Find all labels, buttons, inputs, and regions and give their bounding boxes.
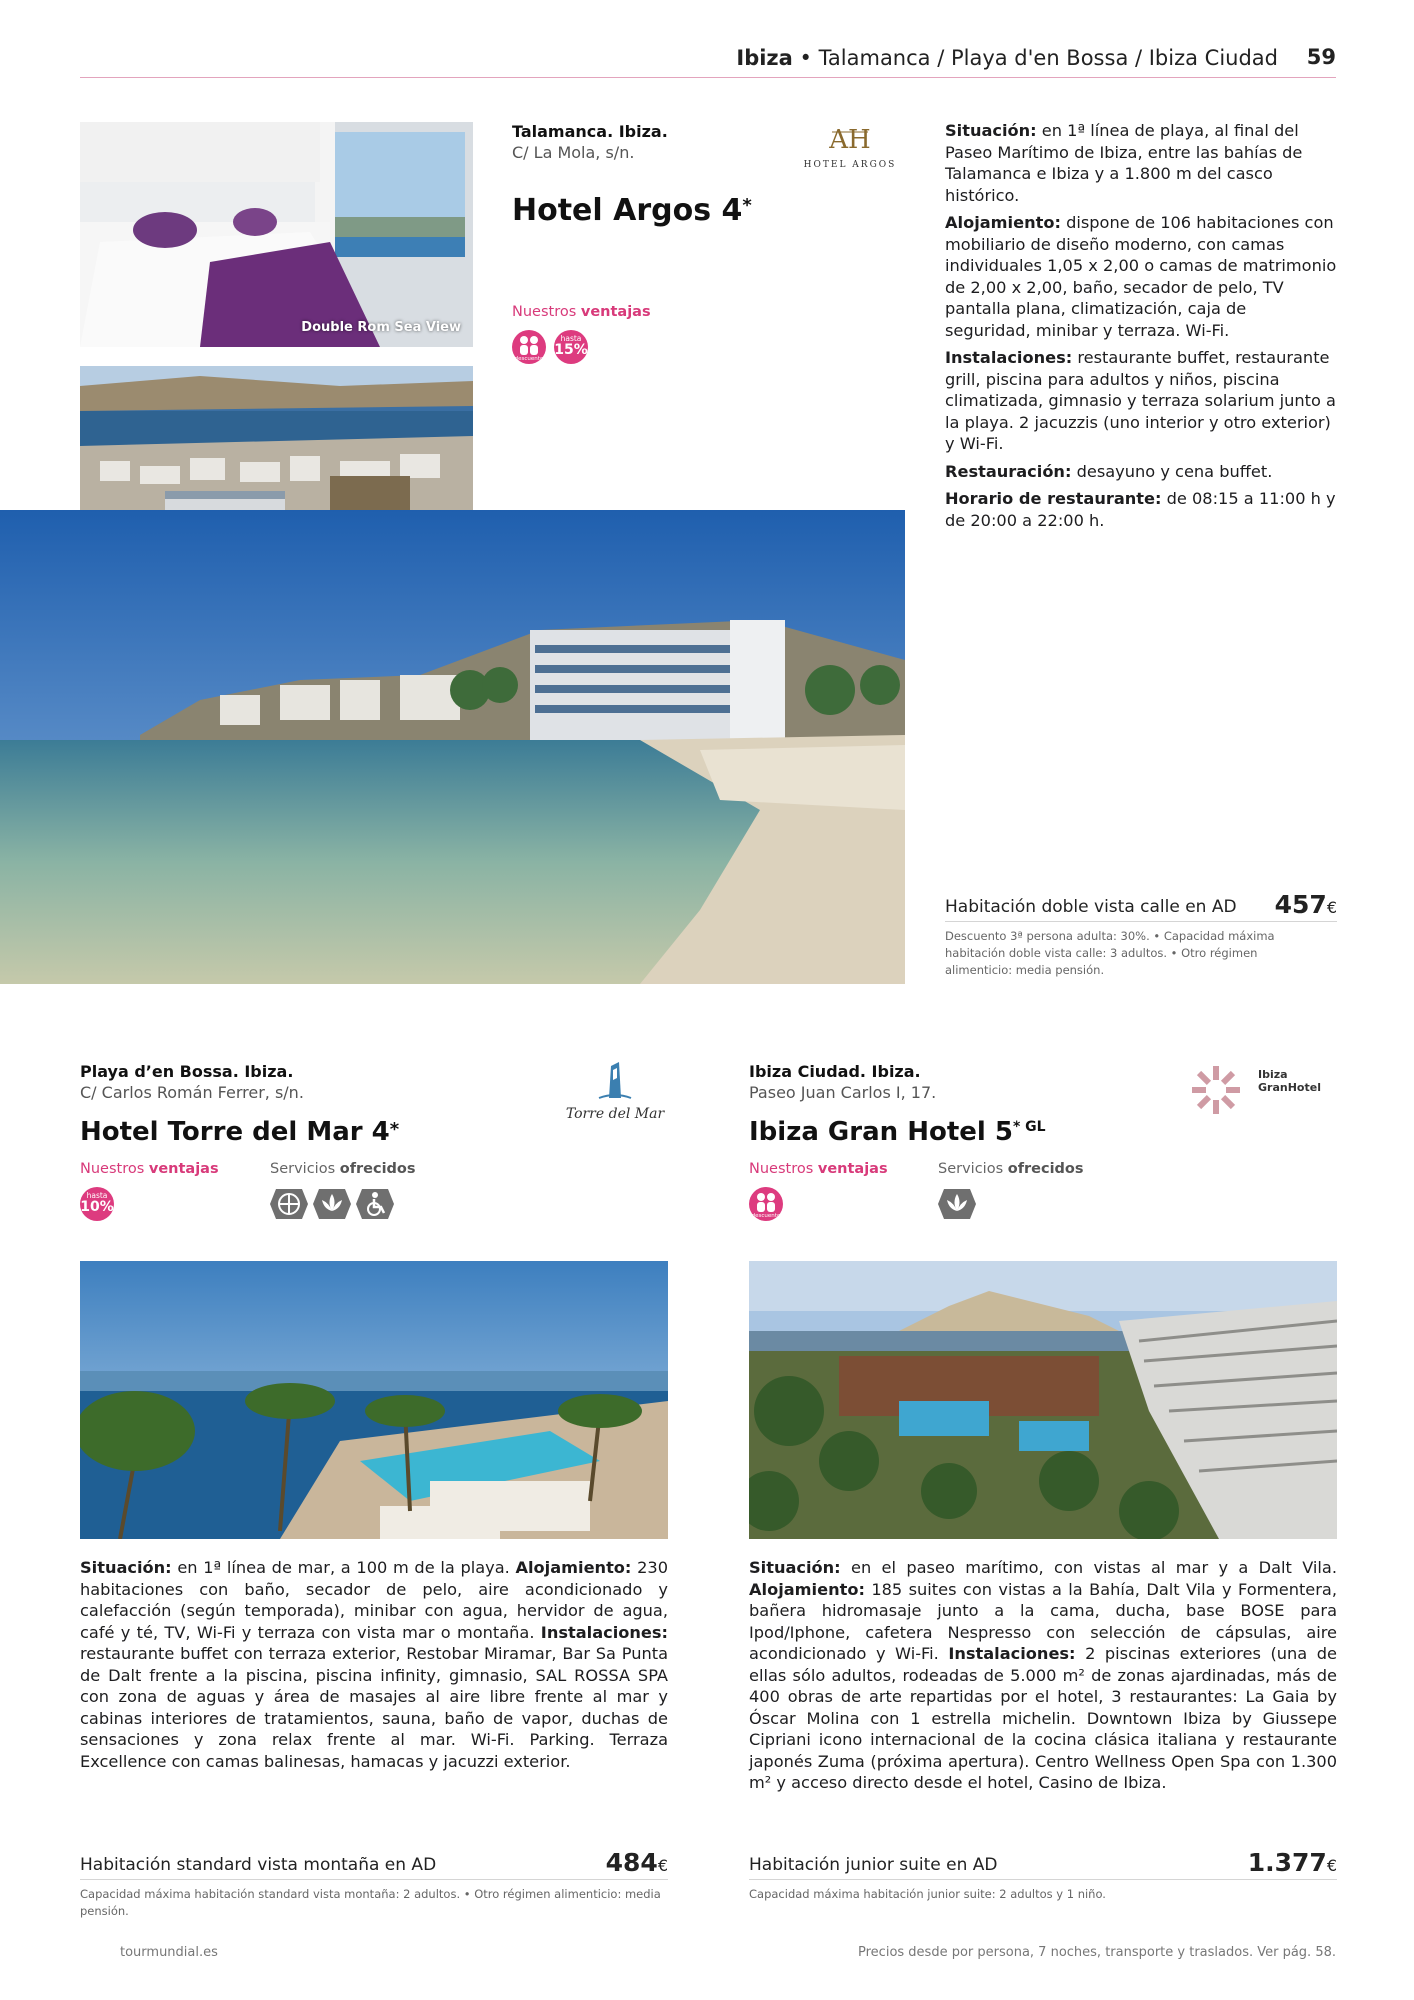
gran-price-value: [1248, 1848, 1337, 1877]
gran-address: Paseo Juan Carlos I, 17.: [749, 1083, 937, 1102]
torre-price-note: Capacidad máxima habitación standard vista montaña: 2 adultos. • Otro régimen alimenticio: media pensión.: [80, 1887, 661, 1918]
gran-stars: * GL: [1012, 1119, 1046, 1135]
gran-desc-alojamiento-text: 185 suites con vistas a la Bahía, Dalt Vila y Formentera, bañera hidromasaje junto a la cama, ducha, base BOSE para Ipod/Iphone, cafetera Nespresso con selección de cápsulas, aire acondicionado y Wi-Fi.: [749, 1579, 1337, 1663]
argos-price-value: [1275, 890, 1337, 919]
argos-ventajas-label: [512, 304, 651, 320]
spa-lotus-icon: [938, 1185, 976, 1223]
gran-photo: [749, 1261, 1337, 1539]
argos-stars: *: [742, 195, 752, 216]
wifi-icon: [270, 1185, 308, 1223]
torre-desc-alojamiento-label: Alojamiento:: [515, 1558, 632, 1577]
percent-badge-icon: [80, 1187, 114, 1221]
argos-price-note: Descuento 3ª persona adulta: 30%. • Capacidad máxima habitación doble vista calle: 3 adultos. • Otro régimen alimenticio: media pensión.: [945, 929, 1275, 977]
accessibility-icon: [356, 1185, 394, 1223]
gran-desc-alojamiento-label: Alojamiento:: [749, 1579, 865, 1599]
argos-desc-horario: [945, 488, 1337, 531]
argos-desc-alojamiento: [945, 212, 1337, 341]
torre-price-row: [80, 1848, 668, 1880]
torre-servicios-bold: ofrecidos: [339, 1161, 416, 1177]
torre-servicios-label: [270, 1161, 416, 1177]
percent-badge-icon: [554, 330, 588, 364]
gran-name-text: Ibiza Gran Hotel 5: [749, 1117, 1013, 1147]
gran-price-currency: €: [1326, 1856, 1337, 1875]
gran-price-row: [749, 1848, 1337, 1880]
gran-desc-situacion-text: en el paseo marítimo, con vistas al mar y a Dalt Vila.: [840, 1558, 1337, 1577]
gran-location: Ibiza Ciudad. Ibiza.: [749, 1062, 921, 1081]
gran-logo-text: [1258, 1068, 1321, 1094]
argos-badge-2-main: 15%: [554, 342, 588, 358]
argos-badge-1-main: descuento: [514, 356, 544, 362]
gran-price-label: Habitación junior suite en AD: [749, 1855, 998, 1875]
gran-servicios-label: [938, 1161, 1084, 1177]
gran-desc-instalaciones-label: Instalaciones:: [948, 1644, 1076, 1663]
argos-price-amount: 457: [1274, 890, 1327, 919]
torre-desc-situacion-text: en 1ª línea de mar, a 100 m de la playa.: [171, 1558, 516, 1577]
argos-desc-instalaciones-text: restaurante buffet, restaurante grill, piscina para adultos y niños, piscina climatizada, gimnasio y terraza solarium junto a la playa. 2 jacuzzis (uno interior y otro exterior) y Wi-Fi.: [945, 348, 1336, 453]
argos-hotel-name: [512, 193, 752, 228]
argos-desc-alojamiento-text: dispone de 106 habitaciones con mobiliario de diseño moderno, con camas individuales 1,05 x 2,00 o camas de matrimonio de 2,00 x 2,00, baño, secador de pelo, TV pantalla plana, climatización, caja de seguridad, minibar y terraza. Wi-Fi.: [945, 213, 1337, 340]
argos-price-row: [945, 890, 1337, 922]
torre-badge-top: hasta: [86, 1191, 108, 1200]
family-discount-icon: [512, 330, 546, 364]
torre-desc-alojamiento-text: 230 habitaciones con baño, secador de pelo, aire acondicionado y calefacción (según temporada), minibar con agua, hervidor de agua, café y té, TV, Wi-Fi y terraza con vista mar o montaña.: [80, 1558, 668, 1642]
argos-logo-text: HOTEL ARGOS: [803, 160, 897, 170]
gran-price-note: Capacidad máxima habitación junior suite: 2 adultos y 1 niño.: [749, 1887, 1106, 1901]
gran-ventajas-prefix: Nuestros: [749, 1161, 818, 1177]
argos-logo-mark-icon: [790, 118, 910, 158]
gran-description: [749, 1557, 1337, 1794]
argos-price-label: Habitación doble vista calle en AD: [945, 897, 1237, 917]
gran-ventajas-bold: ventajas: [817, 1161, 888, 1177]
gran-servicios-prefix: Servicios: [938, 1161, 1008, 1177]
torre-info: [80, 1062, 480, 1102]
gran-info: [749, 1062, 1149, 1102]
gran-servicios-bold: ofrecidos: [1007, 1161, 1084, 1177]
gran-price-amount: 1.377: [1247, 1848, 1327, 1877]
argos-desc-situacion: [945, 120, 1337, 206]
gran-ventajas-label: [749, 1161, 888, 1177]
argos-badge-2-top: hasta: [560, 334, 582, 343]
argos-logo: [790, 118, 910, 178]
argos-price-currency: €: [1326, 898, 1337, 917]
torre-price-value: [606, 1848, 668, 1877]
torre-price-label: Habitación standard vista montaña en AD: [80, 1855, 437, 1875]
torre-hotel-name: [80, 1117, 399, 1147]
torre-location: Playa d’en Bossa. Ibiza.: [80, 1062, 294, 1081]
spa-lotus-icon: [313, 1185, 351, 1223]
torre-desc-instalaciones-label: Instalaciones:: [540, 1622, 668, 1642]
torre-price-currency: €: [657, 1856, 668, 1875]
argos-desc-instalaciones: [945, 347, 1337, 455]
argos-desc-restauracion: [945, 461, 1337, 483]
gran-logo-text-1: Ibiza: [1258, 1068, 1288, 1081]
footer-note: Precios desde por persona, 7 noches, transporte y traslados. Ver pág. 58.: [858, 1945, 1336, 1960]
torre-desc-situacion-label: Situación:: [80, 1558, 172, 1577]
torre-ventajas-prefix: Nuestros: [80, 1161, 149, 1177]
torre-logo-tower-icon: [595, 1058, 635, 1102]
torre-name-text: Hotel Torre del Mar 4: [80, 1117, 390, 1147]
page-header: [80, 42, 1336, 78]
argos-photo-caption: Double Rom Sea View: [301, 320, 461, 335]
torre-ventajas-label: [80, 1161, 219, 1177]
gran-desc-instalaciones-text: 2 piscinas exteriores (una de ellas sólo adultos, rodeadas de 5.000 m² de zonas ajardinadas, más de 400 obras de arte repartidas por el hotel, 3 restaurantes: La Gaia by Óscar Molina con 1 estrella michelin. Downtown Ibiza by Giussepe Cipriani icono internacional de la cocina clásica italiana y restaurante japonés Zuma (próxima apertura). Centro Wellness Open Spa con 1.300 m² y acceso directo desde el hotel, Casino de Ibiza.: [749, 1644, 1337, 1792]
argos-name-text: Hotel Argos 4: [512, 193, 743, 228]
gran-logo-text-2: GranHotel: [1258, 1081, 1321, 1094]
argos-desc-instalaciones-label: Instalaciones:: [945, 348, 1073, 367]
argos-desc-horario-text: de 08:15 a 11:00 h y de 20:00 a 22:00 h.: [945, 489, 1336, 530]
svg-text:AH: AH: [829, 125, 871, 155]
gran-badge-main: descuento: [751, 1213, 781, 1219]
gran-logo: [1188, 1062, 1338, 1122]
footer-website[interactable]: tourmundial.es: [120, 1945, 218, 1960]
argos-room-photo: [80, 122, 473, 347]
argos-location: Talamanca. Ibiza.: [512, 122, 668, 141]
argos-ventajas-bold: ventajas: [580, 304, 651, 320]
torre-stars: *: [389, 1119, 400, 1140]
gran-desc-situacion-label: Situación:: [749, 1558, 841, 1577]
torre-price-amount: 484: [605, 1848, 658, 1877]
torre-servicios-prefix: Servicios: [270, 1161, 340, 1177]
family-discount-icon: [749, 1187, 783, 1221]
argos-desc-restauracion-label: Restauración:: [945, 461, 1072, 481]
argos-desc-situacion-label: Situación:: [945, 121, 1037, 140]
header-breadcrumb: [736, 46, 1278, 70]
argos-desc-alojamiento-label: Alojamiento:: [945, 213, 1061, 232]
argos-description: [945, 120, 1337, 537]
torre-logo: [555, 1058, 675, 1138]
header-separator: •: [792, 46, 819, 70]
torre-desc-instalaciones-text: restaurante buffet con terraza exterior, Restobar Miramar, Bar Sa Punta de Dalt frente a la piscina, piscina infinity, gimnasio, SAL ROSSA SPA con zona de aguas y área de masajes al aire libre frente al mar y cabinas interiores de tratamientos, sauna, baño de vapor, duchas de sensaciones y zona relax frente al mar. Wi-Fi. Parking. Terraza Excellence con camas balinesas, hamacas y jacuzzi exterior.: [80, 1644, 668, 1771]
torre-ventajas-bold: ventajas: [148, 1161, 219, 1177]
argos-info: [512, 122, 792, 162]
argos-desc-situacion-text: en 1ª línea de playa, al final del Paseo Marítimo de Ibiza, entre las bahías de Talamanca e Ibiza y a 1.800 m del casco histórico.: [945, 121, 1303, 205]
argos-desc-restauracion-text: desayuno y cena buffet.: [1071, 461, 1273, 481]
torre-logo-text: Torre del Mar: [565, 1106, 665, 1122]
argos-desc-horario-label: Horario de restaurante:: [945, 489, 1162, 508]
torre-photo: [80, 1261, 668, 1539]
argos-beach-photo: [0, 510, 905, 984]
header-areas: Talamanca / Playa d'en Bossa / Ibiza Ciudad: [818, 46, 1278, 70]
gran-hotel-name: [749, 1117, 1046, 1147]
page-number: 59: [1306, 45, 1336, 69]
argos-ventajas-prefix: Nuestros: [512, 304, 581, 320]
gran-logo-flower-icon: [1188, 1062, 1244, 1118]
argos-address: C/ La Mola, s/n.: [512, 143, 635, 162]
torre-address: C/ Carlos Román Ferrer, s/n.: [80, 1083, 304, 1102]
torre-badge-main: 10%: [80, 1199, 114, 1215]
header-region: Ibiza: [736, 46, 793, 70]
torre-description: [80, 1557, 668, 1772]
